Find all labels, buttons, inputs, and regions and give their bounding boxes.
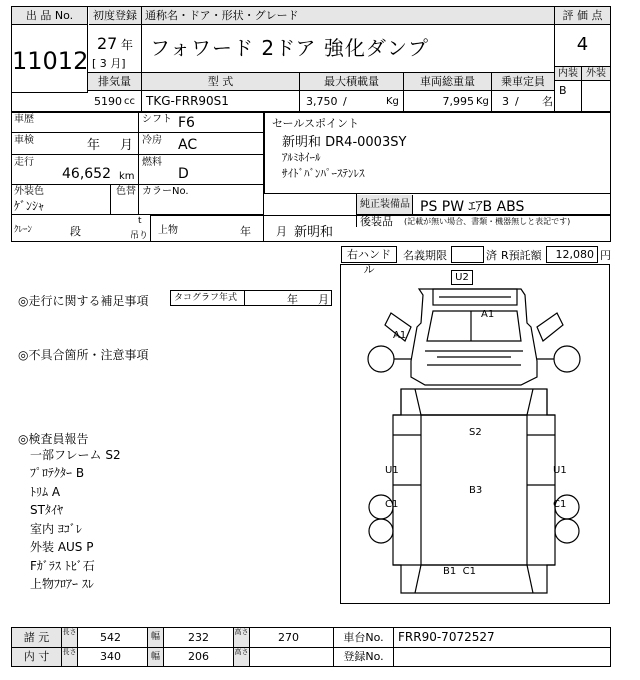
gross-weight-unit: Kg <box>476 96 489 107</box>
inspection-year-unit: 年 <box>87 138 101 153</box>
chassis-label: 車台No. <box>334 628 394 647</box>
color-label: 外装色 <box>14 186 44 197</box>
mileage-label: 走行 <box>14 157 34 168</box>
registration-no-label: 登録No. <box>334 648 394 666</box>
crane-stage-unit: 段 <box>70 225 81 238</box>
lot-divider <box>11 92 88 93</box>
sales-point-line: ｱﾙﾐﾎｲｰﾙ <box>282 151 321 164</box>
capacity-unit: 名 <box>542 95 553 108</box>
outer-dim-label: 諸 元 <box>12 628 62 647</box>
tacho-year-unit: 年 <box>287 293 298 306</box>
displacement-unit: cc <box>124 96 135 107</box>
fuel-value: D <box>178 166 189 182</box>
inner-width: 206 <box>164 648 234 666</box>
outer-height-label: 高さ <box>234 628 250 647</box>
equipment-value: PS PW ｴｱB ABS <box>420 199 525 215</box>
model-code-label: 型 式 <box>142 73 300 91</box>
body-maker: 新明和 <box>294 225 334 240</box>
aftermarket-label: 後装品 <box>360 215 393 228</box>
recycle-label: R預託額 <box>501 249 542 262</box>
grade-label: 評 価 点 <box>555 7 610 25</box>
exterior-grade-label: 外装 <box>582 66 610 81</box>
gross-weight-label: 車両総重量 <box>404 73 492 91</box>
inspection-label: 車検 <box>14 135 34 146</box>
mark-a1-top: A1 <box>481 309 495 320</box>
aircon-label: 冷房 <box>142 135 162 146</box>
body-month-unit: 月 <box>276 225 287 238</box>
body-year-unit: 年 <box>240 225 251 238</box>
crane-lift-top: t <box>138 216 142 226</box>
nominal-box <box>451 246 484 263</box>
max-load-label: 最大積載量 <box>300 73 404 91</box>
registration-label: 初度登録 <box>89 7 141 25</box>
exterior-grade-value <box>582 81 610 111</box>
lot-number: 11012 <box>12 47 89 75</box>
mark-u2: U2 <box>451 270 473 285</box>
nominal-label: 名義期限 <box>403 249 447 262</box>
lot-label: 出 品 No. <box>12 7 87 25</box>
inner-dim-label: 内 寸 <box>12 648 62 666</box>
displacement-value: 5190 <box>94 95 122 108</box>
recycle-value: 12,080 <box>546 246 598 263</box>
mark-u1-right: U1 <box>553 465 567 476</box>
max-load-value: 3,750 <box>306 95 338 108</box>
interior-grade-label: 内装 <box>555 66 582 81</box>
registration-year: 27 <box>97 34 118 53</box>
sales-point-line: ｻｲﾄﾞﾊﾞﾝﾊﾟｰｽﾃﾝﾚｽ <box>282 167 365 180</box>
aftermarket-note: (記載が無い場合、書類・機器無しと表記です) <box>404 217 571 226</box>
defects-label: ◎不具合箇所・注意事項 <box>18 348 149 362</box>
crane-label: ｸﾚｰﾝ <box>14 225 33 235</box>
fuel-label: 燃料 <box>142 157 162 168</box>
outer-width-label: 幅 <box>148 628 164 647</box>
mileage-value: 46,652 <box>62 166 111 182</box>
tacho-month-unit: 月 <box>318 293 329 306</box>
mileage-unit: km <box>119 171 135 182</box>
mark-s2: S2 <box>469 427 482 438</box>
color-no-label: カラーNo. <box>142 186 189 197</box>
inspector-line: 一部フレーム S2 <box>30 448 121 462</box>
model-name-label: 通称名・ドア・形状・グレード <box>142 7 554 25</box>
inner-height <box>250 648 334 666</box>
history-label: 車歴 <box>14 114 34 125</box>
interior-grade-value: B <box>555 81 582 111</box>
registration-year-unit: 年 <box>121 38 134 52</box>
inspector-line: Fｶﾞﾗｽ ﾄﾋﾞ石 <box>30 559 95 573</box>
shift-label: シフト <box>142 114 172 125</box>
vehicle-diagram <box>340 264 610 604</box>
capacity-sep: / <box>515 95 519 108</box>
mark-c1-right: C1 <box>553 499 567 510</box>
max-load-sep: / <box>343 95 347 108</box>
aircon-value: AC <box>178 137 198 153</box>
color-change-label: 色替 <box>116 186 136 197</box>
capacity-value: 3 <box>502 95 509 108</box>
mark-u1-left: U1 <box>385 465 399 476</box>
inner-height-label: 高さ <box>234 648 250 666</box>
inspector-line: ﾌﾟﾛﾃｸﾀｰ B <box>30 466 85 480</box>
outer-height: 270 <box>250 628 334 647</box>
chassis-value: FRR90-7072527 <box>398 630 495 644</box>
inner-length-label: 長さ <box>62 648 78 666</box>
mark-b3: B3 <box>469 485 483 496</box>
outer-length-label: 長さ <box>62 628 78 647</box>
inner-length: 340 <box>78 648 148 666</box>
outer-width: 232 <box>164 628 234 647</box>
mark-b1-c1: B1 C1 <box>443 566 476 577</box>
inspector-line: ﾄﾘﾑ A <box>30 485 61 499</box>
capacity-label: 乗車定員 <box>501 75 545 88</box>
color-value: ｹﾞﾝｼｬ <box>14 199 45 213</box>
inspection-month-unit: 月 <box>120 138 134 153</box>
mark-c1-left: C1 <box>385 499 399 510</box>
inspector-report-label: ◎検査員報告 <box>18 432 89 446</box>
inspector-line: 外装 AUS P <box>30 540 94 554</box>
body-label: 上物 <box>158 225 178 236</box>
displacement-label: 排気量 <box>88 73 142 91</box>
inner-width-label: 幅 <box>148 648 164 666</box>
recycle-unit: 円 <box>600 249 611 262</box>
grade-score: 4 <box>576 34 589 55</box>
outer-length: 542 <box>78 628 148 647</box>
model-name-value: フォワード 2ドア 強化ダンプ <box>150 36 430 60</box>
inspector-line: 室内 ﾖｺﾞﾚ <box>30 522 82 536</box>
tax-prefix: 済 <box>486 249 497 262</box>
crane-lift-unit: 吊り <box>130 231 149 241</box>
inspector-line: 上物ﾌﾛｱｰ ｽﾚ <box>30 577 94 591</box>
gross-weight-value: 7,995 <box>442 95 474 108</box>
steering-box: 右ハンドル <box>341 246 397 263</box>
sales-point-line: 新明和 DR4-0003SY <box>282 135 407 150</box>
model-code-value: TKG-FRR90S1 <box>146 94 229 108</box>
sales-points-label: セールスポイント <box>272 117 360 130</box>
inspector-line: STﾀｲﾔ <box>30 503 63 517</box>
max-load-unit: Kg <box>386 96 399 107</box>
driving-remarks-label: ◎走行に関する補足事項 <box>18 294 149 308</box>
aftermarket-sep <box>356 215 357 227</box>
mark-a1-left: A1 <box>393 330 407 341</box>
shift-value: F6 <box>178 115 195 131</box>
tacho-label: タコグラフ年式 <box>171 291 245 305</box>
registration-month: [ 3 月] <box>92 57 126 70</box>
equipment-label: 純正装備品 <box>357 195 413 214</box>
